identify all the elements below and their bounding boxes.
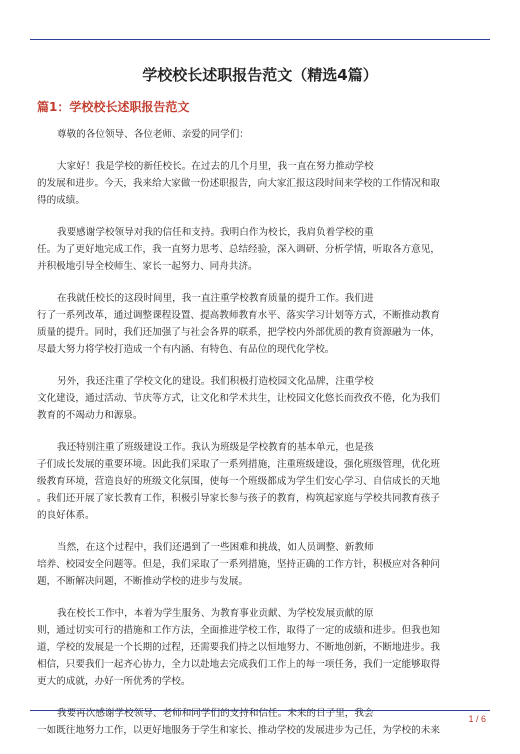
body-paragraph	[37, 373, 485, 424]
paragraph-line: 则，通过切实可行的措施和工作方法，全面推进学校工作，取得了一定的成绩和进步。但我也知	[37, 625, 440, 636]
paragraph-line: 大家好！我是学校的新任校长。在过去的几个月里，我一直在努力推动学校	[57, 161, 374, 172]
paragraph-line: 行了一系列改革，通过调整课程设置、提高教师教育水平、落实学习计划等方式，不断推动教育	[37, 310, 440, 321]
body-paragraph	[37, 605, 485, 690]
body-paragraph	[37, 158, 485, 209]
header-rule	[30, 39, 490, 40]
paragraph-line: 。我们还开展了家长教育工作，积极引导家长参与孩子的教育，构筑起家庭与学校共同教育孩子	[37, 493, 440, 504]
footer-rule	[30, 710, 490, 711]
paragraph-line: 我要再次感谢学校领导、老师和同学们的支持和信任。未来的日子里，我会	[57, 708, 374, 719]
paragraph-line: 更大的成就，办好一所优秀的学校。	[37, 676, 191, 687]
paragraph-line: 子们成长发展的重要环境。因此我们采取了一系列措施，注重班级建设，强化班级管理，优化班	[37, 459, 440, 470]
paragraph-line: 质量的提升。同时，我们还加强了与社会各界的联系，把学校内外部优质的教育资源融为一体，	[37, 327, 440, 338]
paragraph-line: 我还特别注重了班级建设工作。我认为班级是学校教育的基本单元，也是孩	[57, 442, 374, 453]
body-paragraph	[37, 224, 485, 275]
body-paragraphs	[37, 158, 485, 739]
paragraph-line: 相信，只要我们一起齐心协力，全力以赴地去完成我们工作上的每一项任务，我们一定能够取得	[37, 659, 440, 670]
body-paragraph	[37, 539, 485, 590]
paragraph-line: 文化建设，通过活动、节庆等方式，让文化和学术共生，让校园文化悠长而孜孜不倦，化为我们	[37, 393, 440, 404]
paragraph-line: 另外，我还注重了学校文化的建设。我们积极打造校园文化品牌，注重学校	[57, 376, 374, 387]
body-paragraph	[37, 290, 485, 358]
document-body	[37, 126, 485, 754]
paragraph-line: 道，学校的发展是一个长期的过程，还需要我们持之以恒地努力、不断地创新，不断地进步。我	[37, 642, 440, 653]
paragraph-line: 的发展和进步。今天，我来给大家做一份述职报告，向大家汇报这段时间来学校的工作情况和取	[37, 178, 440, 189]
paragraph-line: 教育的不竭动力和源泉。	[37, 410, 143, 421]
paragraph-line: 得的成绩。	[37, 195, 85, 206]
paragraph-line: 的良好体系。	[37, 510, 95, 521]
page-indicator: 1 / 6	[468, 714, 486, 724]
paragraph-line: 题，不断解决问题，不断推动学校的进步与发展。	[37, 576, 249, 587]
document-title: 学校校长述职报告范文（精选4篇）	[142, 66, 378, 84]
paragraph-line: 并积极地引导全校师生、家长一起努力、同舟共济。	[37, 261, 258, 272]
section-heading: 篇1：学校校长述职报告范文	[37, 100, 190, 114]
paragraph-line: 一如既往地努力工作，以更好地服务于学生和家长、推动学校的发展进步为己任，为学校的未来	[37, 725, 440, 736]
paragraph-line: 在我就任校长的这段时间里，我一直注重学校教育质量的提升工作。我们进	[57, 293, 374, 304]
paragraph-line: 当然，在这个过程中，我们还遇到了一些困难和挑战，如人员调整、新教师	[57, 542, 374, 553]
body-paragraph	[37, 439, 485, 524]
paragraph-line: 培养、校园安全问题等。但是，我们采取了一系列措施，坚持正确的工作方针，积极应对各种问	[37, 559, 440, 570]
paragraph-line: 我要感谢学校领导对我的信任和支持。我明白作为校长，我肩负着学校的重	[57, 227, 374, 238]
paragraph-line: 级教育环境，营造良好的班级文化氛围，使每一个班级都成为学生们安心学习、自信成长的天地	[37, 476, 440, 487]
paragraph-line: 尽最大努力将学校打造成一个有内涵、有特色、有品位的现代化学校。	[37, 344, 335, 355]
greeting-paragraph	[37, 126, 485, 143]
paragraph-line: 任。为了更好地完成工作，我一直努力思考、总结经验，深入调研、分析学情，听取各方意见，	[37, 244, 440, 255]
greeting-line: 尊敬的各位领导、各位老师、亲爱的同学们：	[57, 129, 249, 140]
paragraph-line: 我在校长工作中，本着为学生服务、为教育事业贡献、为学校发展贡献的原	[57, 608, 374, 619]
